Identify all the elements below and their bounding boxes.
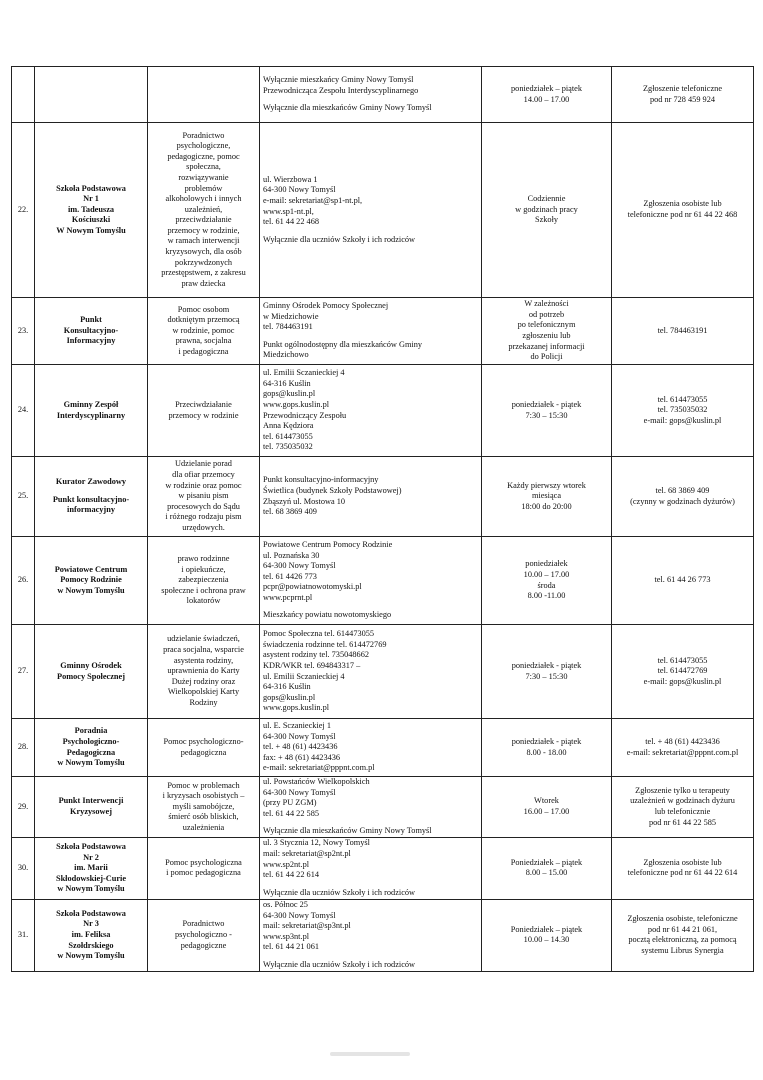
text-line: tel. 614473055 (263, 431, 313, 441)
row-number: 26. (12, 537, 35, 625)
text-line: asystenta rodziny, (173, 655, 234, 665)
spacer (263, 819, 478, 826)
text-line: www.gops.kuslin.pl (263, 399, 330, 409)
text-line: Punkt Interwencji (58, 796, 124, 806)
text-line: e-mail: sekretariat@pppnt.com.pl (626, 747, 739, 757)
text-line: gops@kuslin.pl (263, 389, 316, 399)
text-line: Każdy pierwszy wtorek (507, 480, 586, 490)
address-cell (260, 537, 482, 625)
table-row (12, 537, 754, 625)
text-line: tel. 614472769 (657, 666, 708, 676)
text-line: 64-300 Nowy Tomyśl (263, 185, 336, 195)
text-line: W zależności (524, 299, 569, 309)
text-line: od potrzeb (528, 309, 565, 319)
text-line: Skłodowskiej-Curie (55, 873, 127, 883)
text-line: Wyłącznie dla uczniów Szkoły i ich rodziców (263, 234, 416, 244)
contact-cell (612, 537, 754, 625)
text-line: Gminny Ośrodek (60, 660, 122, 670)
institution-cell (35, 899, 148, 971)
text-line: dotkniętym przemocą (167, 315, 240, 325)
services-cell (148, 899, 260, 971)
text-line: praca socjalna, wsparcie (163, 645, 244, 655)
address-cell (260, 365, 482, 457)
text-line: Punkt konsultacyjno- (52, 494, 130, 504)
text-line: Kościuszki (71, 215, 111, 225)
text-line: Psychologiczno- (62, 736, 120, 746)
text-line: Pomocy Społecznej (57, 671, 125, 681)
hours-cell (482, 719, 612, 777)
text-line: tel. 735035032 (263, 442, 313, 452)
table-row (12, 719, 754, 777)
services-cell (148, 365, 260, 457)
text-line: W Nowym Tomyślu (56, 225, 126, 235)
text-line: uzależnień w godzinach dyżuru (630, 796, 735, 806)
text-line: Pomoc osobom (177, 304, 230, 314)
institution-cell (35, 719, 148, 777)
text-line: fax: + 48 (61) 4423436 (263, 752, 341, 762)
services-cell (148, 123, 260, 298)
text-line: asystent rodziny tel. 735048662 (263, 650, 369, 660)
text-line: poniedziałek (525, 559, 568, 569)
text-line: Przeciwdziałanie (175, 399, 232, 409)
hours-cell (482, 837, 612, 899)
text-line: e-mail: sekretariat@pppnt.com.pl (263, 763, 375, 773)
row-number: 22. (12, 123, 35, 298)
contact-cell (612, 123, 754, 298)
text-line: Poradnia (74, 726, 108, 736)
contact-cell (612, 457, 754, 537)
text-line: im. Marii (74, 863, 108, 873)
hours-cell (482, 537, 612, 625)
text-line: 64-300 Nowy Tomyśl (263, 731, 336, 741)
hours-cell (482, 123, 612, 298)
services-cell (148, 837, 260, 899)
row-number: 25. (12, 457, 35, 537)
text-line: tel. 68 3869 409 (263, 507, 317, 517)
text-line: Wyłącznie mieszkańcy Gminy Nowy Tomyśl (263, 75, 414, 85)
text-line: w Nowym Tomyślu (57, 951, 125, 961)
text-line: w godzinach pracy (515, 204, 578, 214)
table-row (12, 123, 754, 298)
text-line: urzędowych. (182, 522, 225, 532)
text-line: tel. 61 44 26 773 (654, 575, 711, 585)
address-cell (260, 899, 482, 971)
text-line: pedagogiczne (180, 940, 227, 950)
text-line: Przewodnicząca Zespołu Interdyscyplinarnego (263, 85, 419, 95)
text-line: przemocy w rodzinie (168, 410, 239, 420)
text-line: Zgłoszenia osobiste, telefoniczne (627, 914, 738, 924)
address-cell (260, 719, 482, 777)
text-line: ul. Poznańska 30 (263, 550, 320, 560)
text-line: 64-300 Nowy Tomyśl (263, 910, 336, 920)
text-line: (czynny w godzinach dyżurów) (630, 496, 735, 506)
text-line: Pomoc psychologiczna (165, 857, 242, 867)
text-line: społeczna, (186, 162, 221, 172)
text-line: przeciwdziałanie (175, 215, 232, 225)
table-row (12, 298, 754, 365)
text-line: Pomoc w problemach (167, 780, 240, 790)
text-line: tel. 784463191 (263, 322, 313, 332)
text-line: Szołdrskiego (68, 940, 114, 950)
text-line: im. Tadeusza (67, 204, 115, 214)
institution-cell (35, 537, 148, 625)
spacer (263, 96, 478, 103)
text-line: pocztą elektroniczną, za pomocą (628, 935, 737, 945)
text-line: tel. 61 44 22 585 (263, 808, 319, 818)
text-line: Wielkopolskiej Karty (167, 687, 240, 697)
text-line: 64-300 Nowy Tomyśl (263, 787, 336, 797)
hours-cell (482, 777, 612, 838)
text-line: 8.00 -11.00 (527, 591, 566, 601)
text-line: 8.00 - 18.00 (526, 747, 567, 757)
text-line: Wyłącznie dla uczniów Szkoły i ich rodziców (263, 887, 416, 897)
text-line: Kurator Zawodowy (55, 477, 127, 487)
institution-cell (35, 365, 148, 457)
spacer (263, 333, 478, 340)
spacer (38, 488, 144, 495)
text-line: poniedziałek - piątek (511, 736, 582, 746)
spacer (263, 953, 478, 960)
text-line: dla ofiar przemocy (172, 470, 235, 480)
scan-mark (330, 1052, 410, 1056)
address-cell (260, 123, 482, 298)
institution-cell (35, 457, 148, 537)
text-line: Wyłącznie dla uczniów Szkoły i ich rodziców (263, 959, 416, 969)
text-line: Zgłoszenie telefoniczne (642, 83, 722, 93)
text-line: w Nowym Tomyślu (57, 585, 125, 595)
text-line: informacyjny (67, 505, 115, 515)
text-line: w rodzinie oraz pomoc (165, 480, 242, 490)
text-line: zabezpieczenia (178, 575, 229, 585)
text-line: Zgłoszenia osobiste lub (643, 857, 722, 867)
text-line: Punkt (80, 315, 102, 325)
text-line: przemocy w rodzinie, (167, 225, 240, 235)
text-line: 64-316 Kuślin (263, 378, 311, 388)
services-cell (148, 719, 260, 777)
text-line: telefoniczne pod nr 61 44 22 614 (627, 868, 738, 878)
text-line: mail: sekretariat@sp2nt.pl (263, 849, 351, 859)
text-line: mail: sekretariat@sp3nt.pl (263, 921, 351, 931)
text-line: Gminny Ośrodek Pomocy Społecznej (263, 301, 389, 311)
text-line: pod nr 61 44 22 585 (648, 817, 717, 827)
text-line: www.pcprnt.pl (263, 592, 313, 602)
contact-cell (612, 365, 754, 457)
row-number: 23. (12, 298, 35, 365)
text-line: 64-316 Kuślin (263, 682, 311, 692)
text-line: po telefonicznym (517, 320, 576, 330)
address-cell (260, 298, 482, 365)
institution-cell (35, 625, 148, 719)
text-line: zgłoszeniu lub (522, 331, 571, 340)
text-line: Powiatowe Centrum Pomocy Rodzinie (263, 539, 393, 549)
text-line: Przewodniczący Zespołu (263, 410, 347, 420)
text-line: w pisaniu pism (178, 491, 229, 501)
text-line: Poniedziałek – piątek (510, 857, 583, 867)
text-line: Pomocy Rodzinie (60, 575, 122, 585)
text-line: problemów (184, 183, 223, 193)
text-line: tel. + 48 (61) 4423436 (645, 736, 720, 746)
text-line: uzależnienia (182, 822, 225, 832)
text-line: pod nr 728 459 924 (650, 94, 715, 104)
text-line: tel. + 48 (61) 4423436 (263, 742, 338, 752)
row-number: 31. (12, 899, 35, 971)
text-line: pod nr 61 44 21 061, (647, 924, 718, 934)
text-line: Szkoła Podstawowa (56, 908, 126, 918)
text-line: 14.00 – 17.00 (523, 94, 570, 104)
text-line: Wyłącznie dla mieszkańców Gminy Nowy Tomyśl (263, 826, 432, 836)
text-line: 10.00 – 17.00 (523, 569, 570, 579)
text-line: Świetlica (budynek Szkoły Podstawowej) (263, 485, 402, 495)
text-line: tel. 735035032 (657, 405, 708, 415)
text-line: alkoholowych i innych (165, 194, 242, 204)
text-line: pedagogiczne, pomoc (167, 151, 240, 161)
text-line: poniedziałek - piątek (511, 399, 582, 409)
text-line: poniedziałek – piątek (511, 83, 582, 93)
text-line: Punkt ogólnodostępny dla mieszkańców Gminy (263, 339, 423, 349)
text-line: procesowych do Sądu (167, 501, 240, 511)
row-number: 29. (12, 777, 35, 838)
text-line: śmierć osób bliskich, (168, 812, 239, 822)
text-line: i pomoc pedagogiczna (166, 868, 241, 878)
text-line: w Miedzichowie (263, 311, 319, 321)
text-line: Nr 1 (83, 194, 99, 204)
row-number (12, 67, 35, 123)
address-cell (260, 457, 482, 537)
text-line: uprawnienia do Karty (167, 666, 240, 676)
text-line: miesiąca (531, 491, 562, 501)
text-line: ul. 3 Stycznia 12, Nowy Tomyśl (263, 838, 370, 848)
address-cell (260, 67, 482, 123)
text-line: i różnego rodzaju pism (165, 512, 242, 522)
text-line: KDR/WKR tel. 694843317 – (263, 660, 361, 670)
text-line: Nr 3 (83, 919, 99, 929)
text-line: Informacyjny (66, 336, 116, 346)
contact-cell (612, 777, 754, 838)
text-line: os. Północ 25 (263, 899, 308, 909)
table-row (12, 67, 754, 123)
text-line: i opiekuńcze, (181, 564, 226, 574)
hours-cell (482, 298, 612, 365)
text-line: środa (537, 580, 556, 590)
text-line: Zbąszyń ul. Mostowa 10 (263, 496, 346, 506)
text-line: ul. Emilii Sczanieckiej 4 (263, 671, 345, 681)
text-line: lokatorów (186, 596, 221, 606)
text-line: prawo rodzinne (177, 554, 230, 564)
text-line: Szkoła Podstawowa (56, 841, 126, 851)
contact-cell (612, 625, 754, 719)
services-table (11, 66, 754, 972)
text-line: w ramach interwencji (167, 236, 240, 246)
text-line: e-mail: sekretariat@sp1-nt.pl, (263, 195, 363, 205)
text-line: świadczenia rodzinne tel. 614472769 (263, 639, 387, 649)
text-line: e-mail: gops@kuslin.pl (643, 415, 722, 425)
text-line: 7:30 – 15:30 (525, 671, 568, 681)
text-line: psychologiczne, (176, 141, 231, 151)
table-row (12, 899, 754, 971)
text-line: 64-300 Nowy Tomyśl (263, 561, 336, 571)
text-line: i pedagogiczna (178, 346, 229, 356)
text-line: prawna, socjalna (175, 336, 232, 346)
text-line: ul. Wierzbowa 1 (263, 174, 318, 184)
institution-cell (35, 67, 148, 123)
text-line: uzależnień, (184, 204, 223, 214)
contact-cell (612, 837, 754, 899)
institution-cell (35, 298, 148, 365)
hours-cell (482, 365, 612, 457)
text-line: Nr 2 (83, 852, 99, 862)
hours-cell (482, 67, 612, 123)
text-line: Kryzysowej (70, 806, 112, 816)
spacer (263, 228, 478, 235)
table-row (12, 837, 754, 899)
text-line: Rodziny (189, 697, 218, 707)
services-cell (148, 777, 260, 838)
text-line: ul. Emilii Sczanieckiej 4 (263, 368, 345, 378)
text-line: Szkoły (534, 215, 559, 225)
text-line: przestępstwem, z zakresu (161, 268, 246, 278)
text-line: praw dziecka (181, 278, 226, 288)
text-line: przekazanej informacji (508, 341, 585, 351)
text-line: tel. 61 4426 773 (263, 571, 317, 581)
row-number: 28. (12, 719, 35, 777)
text-line: Mieszkańcy powiatu nowotomyskiego (263, 610, 392, 620)
row-number: 30. (12, 837, 35, 899)
text-line: poniedziałek - piątek (511, 660, 582, 670)
text-line: tel. 61 44 22 468 (263, 217, 319, 227)
table-row (12, 457, 754, 537)
institution-cell (35, 777, 148, 838)
text-line: i kryzysach osobistych – (162, 791, 245, 801)
address-cell (260, 777, 482, 838)
text-line: www.sp2nt.pl (263, 859, 310, 869)
text-line: 8.00 – 15.00 (525, 868, 568, 878)
hours-cell (482, 457, 612, 537)
text-line: pcpr@powiatnowotomyski.pl (263, 582, 362, 592)
text-line: Wyłącznie dla mieszkańców Gminy Nowy Tomyśl (263, 103, 432, 113)
text-line: Pedagogiczna (66, 747, 116, 757)
text-line: Poniedziałek – piątek (510, 924, 583, 934)
text-line: Punkt konsultacyjno-informacyjny (263, 475, 379, 485)
text-line: Powiatowe Centrum (54, 564, 128, 574)
contact-cell (612, 899, 754, 971)
text-line: ul. E. Sczanieckiej 1 (263, 721, 331, 731)
text-line: Poradnictwo (182, 130, 225, 140)
services-cell (148, 457, 260, 537)
text-line: Codziennie (527, 194, 566, 204)
text-line: Pomoc Społeczna tel. 614473055 (263, 629, 375, 639)
text-line: Gminny Zespół (63, 399, 119, 409)
text-line: tel. 614473055 (657, 655, 708, 665)
text-line: Konsultacyjno- (63, 325, 119, 335)
text-line: Pomoc psychologiczno- (163, 736, 244, 746)
text-line: 16.00 – 17.00 (523, 806, 570, 816)
text-line: rozwiązywanie (178, 172, 229, 182)
text-line: myśli samobójcze, (172, 801, 235, 811)
text-line: Szkoła Podstawowa (56, 183, 126, 193)
table-row (12, 777, 754, 838)
contact-cell (612, 67, 754, 123)
spacer (263, 881, 478, 888)
text-line: psychologiczno - (175, 929, 232, 939)
text-line: Interdyscyplinarny (56, 410, 126, 420)
text-line: tel. 61 44 22 614 (263, 870, 319, 880)
text-line: kryzysowych, dla osób (165, 247, 242, 257)
contact-cell (612, 719, 754, 777)
institution-cell (35, 837, 148, 899)
services-cell (148, 67, 260, 123)
services-cell (148, 537, 260, 625)
text-line: ul. Powstańców Wielkopolskich (263, 777, 370, 786)
text-line: (przy PU ZGM) (263, 798, 317, 808)
text-line: Zgłoszenia osobiste lub (643, 199, 722, 209)
row-number: 27. (12, 625, 35, 719)
text-line: 7:30 – 15:30 (525, 410, 568, 420)
text-line: e-mail: gops@kuslin.pl (643, 676, 722, 686)
text-line: w Nowym Tomyślu (57, 884, 125, 894)
text-line: telefoniczne pod nr 61 44 22 468 (627, 210, 738, 219)
text-line: Zgłoszenie tylko u terapeuty (635, 785, 730, 795)
text-line: lub telefonicznie (654, 806, 711, 816)
text-line: www.sp1-nt.pl, (263, 206, 314, 216)
hours-cell (482, 899, 612, 971)
text-line: pedagogiczna (180, 747, 227, 757)
spacer (263, 603, 478, 610)
text-line: Udzielanie porad (175, 459, 232, 469)
text-line: do Policji (530, 352, 563, 362)
text-line: Wtorek (534, 796, 559, 806)
hours-cell (482, 625, 612, 719)
institution-cell (35, 123, 148, 298)
text-line: 10.00 – 14.30 (523, 935, 570, 945)
text-line: udzielanie świadczeń, (167, 634, 240, 644)
text-line: w Nowym Tomyślu (57, 758, 125, 768)
text-line: pokrzywdzonych (174, 257, 233, 267)
text-line: tel. 68 3869 409 (655, 485, 710, 495)
text-line: systemu Librus Synergia (641, 945, 724, 955)
text-line: gops@kuslin.pl (263, 692, 316, 702)
text-line: Miedzichowo (263, 350, 309, 360)
table-row (12, 625, 754, 719)
text-line: tel. 61 44 21 061 (263, 942, 319, 952)
services-cell (148, 298, 260, 365)
table-row (12, 365, 754, 457)
text-line: społeczne i ochrona praw (161, 585, 246, 595)
address-cell (260, 837, 482, 899)
text-line: Poradnictwo (182, 919, 225, 929)
contact-cell (612, 298, 754, 365)
services-cell (148, 625, 260, 719)
text-line: Anna Kędziora (263, 421, 314, 431)
text-line: tel. 784463191 (657, 325, 708, 335)
text-line: Dużej rodziny oraz (171, 676, 236, 686)
text-line: 18:00 do 20:00 (521, 501, 572, 511)
text-line: tel. 614473055 (657, 394, 708, 404)
row-number: 24. (12, 365, 35, 457)
text-line: im. Feliksa (71, 929, 111, 939)
address-cell (260, 625, 482, 719)
text-line: www.gops.kuslin.pl (263, 703, 330, 713)
text-line: www.sp3nt.pl (263, 931, 310, 941)
text-line: w rodzinie, pomoc (172, 325, 235, 335)
